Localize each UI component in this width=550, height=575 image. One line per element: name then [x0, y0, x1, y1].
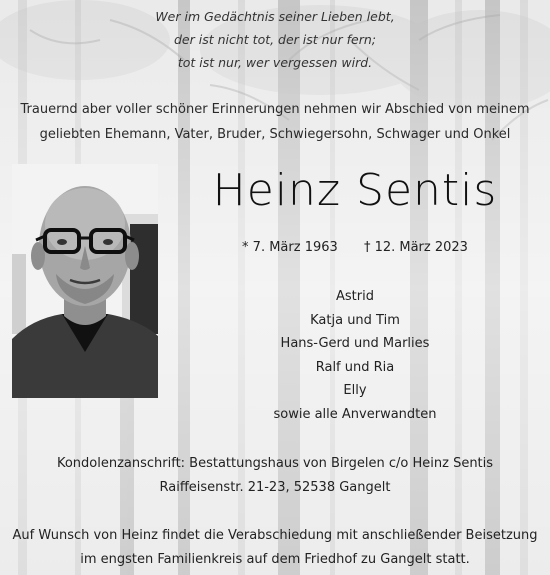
mourner: Astrid [336, 289, 374, 304]
contact-line: Raiffeisenstr. 21-23, 52538 Gangelt [159, 480, 391, 495]
life-dates [160, 240, 550, 255]
note-line: im engsten Familienkreis auf dem Friedhof zu Gangelt statt. [80, 552, 470, 567]
memorial-poem [0, 5, 550, 74]
intro-line: Trauernd aber voller schöner Erinnerungen nehmen wir Abschied von meinem [20, 102, 530, 117]
mourner: Hans-Gerd und Marlies [280, 336, 430, 351]
note-line: Auf Wunsch von Heinz findet die Verabschiedung mit anschließender Beisetzung [12, 528, 538, 543]
death-date: † 12. März 2023 [363, 240, 468, 255]
mourner: Katja und Tim [310, 312, 400, 328]
funeral-note [0, 524, 550, 572]
birth-date: * 7. März 1963 [242, 240, 338, 255]
poem-line: Wer im Gedächtnis seiner Lieben lebt, [155, 9, 395, 24]
condolence-address [0, 452, 550, 500]
deceased-name: Heinz Sentis [212, 165, 498, 216]
mourner: sowie alle Anverwandten [273, 406, 437, 422]
intro-line: geliebten Ehemann, Vater, Bruder, Schwiegersohn, Schwager und Onkel [39, 127, 511, 142]
portrait-illustration [12, 164, 158, 398]
farewell-intro [0, 97, 550, 147]
contact-line: Kondolenzanschrift: Bestattungshaus von Birgelen c/o Heinz Sentis [56, 456, 494, 471]
poem-line: tot ist nur, wer vergessen wird. [177, 55, 373, 70]
poem-line: der ist nicht tot, der ist nur fern; [174, 32, 376, 47]
mourner: Ralf und Ria [315, 359, 395, 375]
portrait-photo [12, 164, 158, 398]
mourner: Elly [343, 383, 367, 398]
mourners-list [160, 285, 550, 426]
